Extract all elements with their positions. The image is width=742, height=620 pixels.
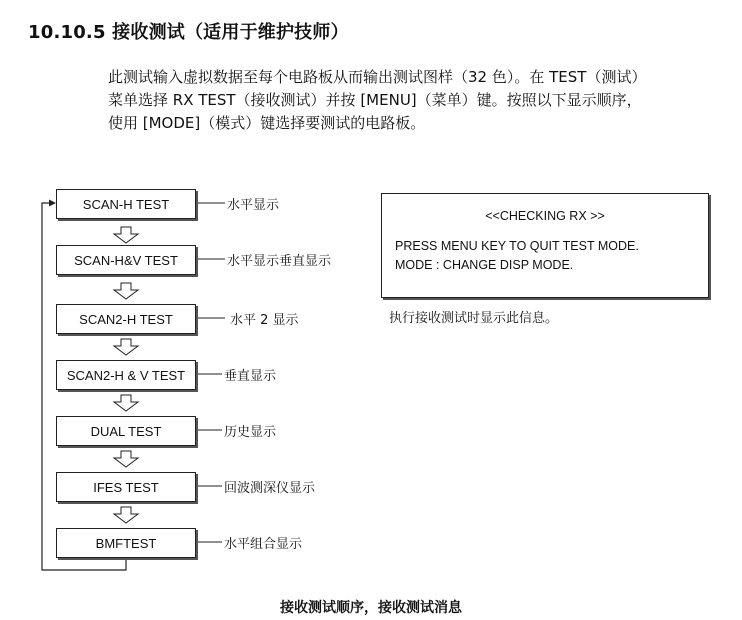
step-box-scan-hv: SCAN-H&V TEST [56,245,196,275]
down-arrow-icon [114,339,138,355]
step-description: 回波测深仪显示 [224,481,316,496]
checking-rx-message-box [381,193,709,298]
step-box-ifes: IFES TEST [56,472,196,502]
down-arrow-icon [114,507,138,523]
message-note: 执行接收测试时显示此信息。 [389,311,559,326]
step-box-scan-h: SCAN-H TEST [56,189,196,219]
step-box-scan2-h: SCAN2-H TEST [56,304,196,334]
message-title: <<CHECKING RX >> [485,209,605,223]
message-line: PRESS MENU KEY TO QUIT TEST MODE. [395,239,639,253]
step-description: 水平显示 [227,198,280,213]
step-description: 水平显示垂直显示 [227,254,332,269]
intro-line: 菜单选择 RX TEST（接收测试）并按 [MENU]（菜单）键。按照以下显示顺序， [108,91,642,109]
step-description: 历史显示 [224,425,277,440]
intro-line: 此测试输入虚拟数据至每个电路板从而输出测试图样（32 色）。在 TEST（测试） [108,68,647,86]
down-arrow-icon [114,395,138,411]
step-description: 水平 2 显示 [230,313,299,328]
step-box-scan2-hv: SCAN2-H & V TEST [56,360,196,390]
step-box-dual: DUAL TEST [56,416,196,446]
down-arrow-icon [114,451,138,467]
down-arrow-icon [114,227,138,243]
intro-line: 使用 [MODE]（模式）键选择要测试的电路板。 [108,114,426,132]
step-box-bmf: BMFTEST [56,528,196,558]
step-description: 水平组合显示 [224,537,303,552]
message-line: MODE : CHANGE DISP MODE. [395,258,574,272]
section-heading: 10.10.5 接收测试（适用于维护技师） [28,22,349,43]
figure-caption: 接收测试顺序，接收测试消息 [280,600,462,616]
down-arrow-icon [114,283,138,299]
loop-arrowhead [49,200,56,207]
step-description: 垂直显示 [224,369,277,384]
